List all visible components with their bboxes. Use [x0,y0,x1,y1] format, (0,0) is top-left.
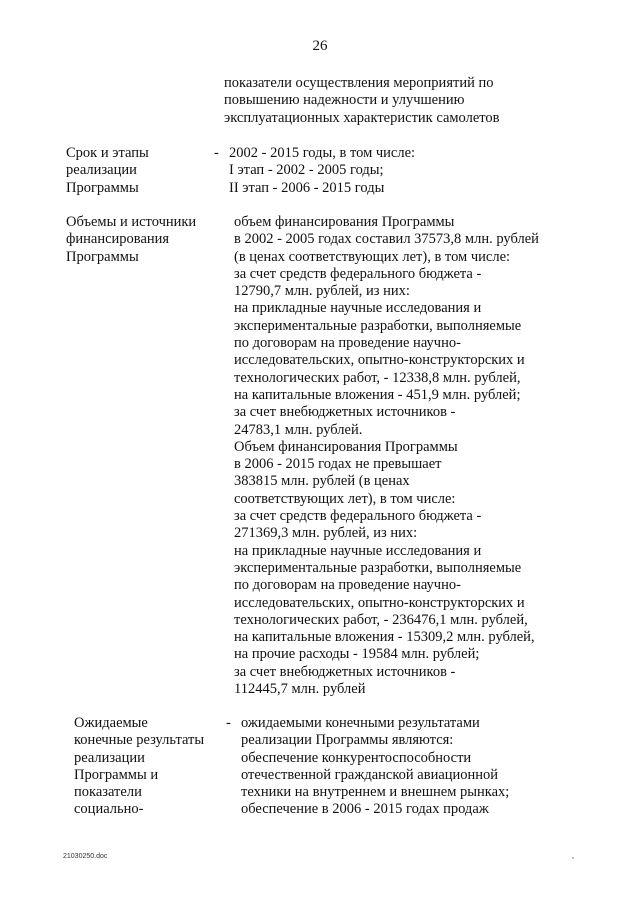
text-line: реализации [66,162,137,179]
text-line: за счет средств федерального бюджета - [234,508,482,525]
text-line: 2002 - 2015 годы, в том числе: [229,145,416,161]
text-line: технологических работ, - 236476,1 млн. рублей, [234,611,528,628]
text-line: на прикладные научные исследования и [234,542,482,559]
text-line: в 2002 - 2005 годах составил 37573,8 млн. рублей [234,231,539,248]
text-line: в 2006 - 2015 годах не превышает [234,456,442,473]
text-line: (в ценах соответствующих лет), в том числе: [234,248,511,265]
text-line: по договорам на проведение научно- [234,577,461,594]
text-line: Объем финансирования Программы [234,438,458,455]
text-line: II этап - 2006 - 2015 годы [229,179,385,196]
text-line: обеспечение в 2006 - 2015 годах продаж [241,801,489,818]
financing-value [234,214,539,698]
term-value [229,145,415,197]
text-line: исследовательских, опытно-конструкторских и [234,594,525,611]
results-dash: - [226,715,231,731]
text-line: Программы [66,179,139,196]
text-line: Программы и [74,766,159,783]
text-line: за счет средств федерального бюджета - [234,265,482,282]
text-line: на капитальные вложения - 15309,2 млн. рублей, [234,629,535,646]
text-line: I этап - 2002 - 2005 годы; [229,162,384,179]
text-line: 271369,3 млн. рублей, из них: [234,525,418,542]
text-line: объем финансирования Программы [234,214,455,230]
text-line: реализации [74,749,145,766]
page-number: 26 [312,38,328,54]
text-line: обеспечение конкурентоспособности [241,749,472,766]
term-dash: - [214,145,219,161]
text-line: технологических работ, - 12338,8 млн. рублей, [234,369,521,386]
text-line: экспериментальные разработки, выполняемые [234,559,522,576]
text-line: финансирования [66,231,170,248]
corner-mark [572,857,574,859]
footer-filename: 21030250.doc [63,853,108,860]
intro-text [224,75,500,127]
text-line: показатели осуществления мероприятий по [224,75,494,91]
text-line: ожидаемыми конечными результатами [241,715,480,731]
text-line: 12790,7 млн. рублей, из них: [234,283,410,300]
text-line: исследовательских, опытно-конструкторских и [234,352,525,369]
text-line: 383815 млн. рублей (в ценах [234,473,410,490]
text-line: реализации Программы являются: [241,732,454,749]
results-value [241,715,509,819]
text-line: за счет внебюджетных источников - [234,404,456,421]
text-line: техники на внутреннем и внешнем рынках; [241,784,510,801]
text-line: повышению надежности и улучшению [224,92,465,109]
term-label [66,145,149,197]
financing-label [66,214,196,266]
text-line: Ожидаемые [74,715,148,731]
text-line: экспериментальные разработки, выполняемые [234,317,522,334]
text-line: конечные результаты [74,732,205,749]
results-label [74,715,204,819]
text-line: Срок и этапы [66,145,149,161]
text-line: социально- [74,801,144,818]
text-line: 112445,7 млн. рублей [234,681,366,698]
text-line: эксплуатационных характеристик самолетов [224,109,500,126]
text-line: по договорам на проведение научно- [234,335,461,352]
text-line: за счет внебюджетных источников - [234,663,456,680]
text-line: соответствующих лет), в том числе: [234,490,456,507]
text-line: показатели [74,784,142,801]
text-line: 24783,1 млн. рублей. [234,421,363,438]
text-line: Программы [66,248,139,265]
text-line: отечественной гражданской авиационной [241,766,499,783]
text-line: на прикладные научные исследования и [234,300,482,317]
text-line: на прочие расходы - 19584 млн. рублей; [234,646,480,663]
text-line: Объемы и источники [66,214,197,230]
text-line: на капитальные вложения - 451,9 млн. рублей; [234,386,521,403]
